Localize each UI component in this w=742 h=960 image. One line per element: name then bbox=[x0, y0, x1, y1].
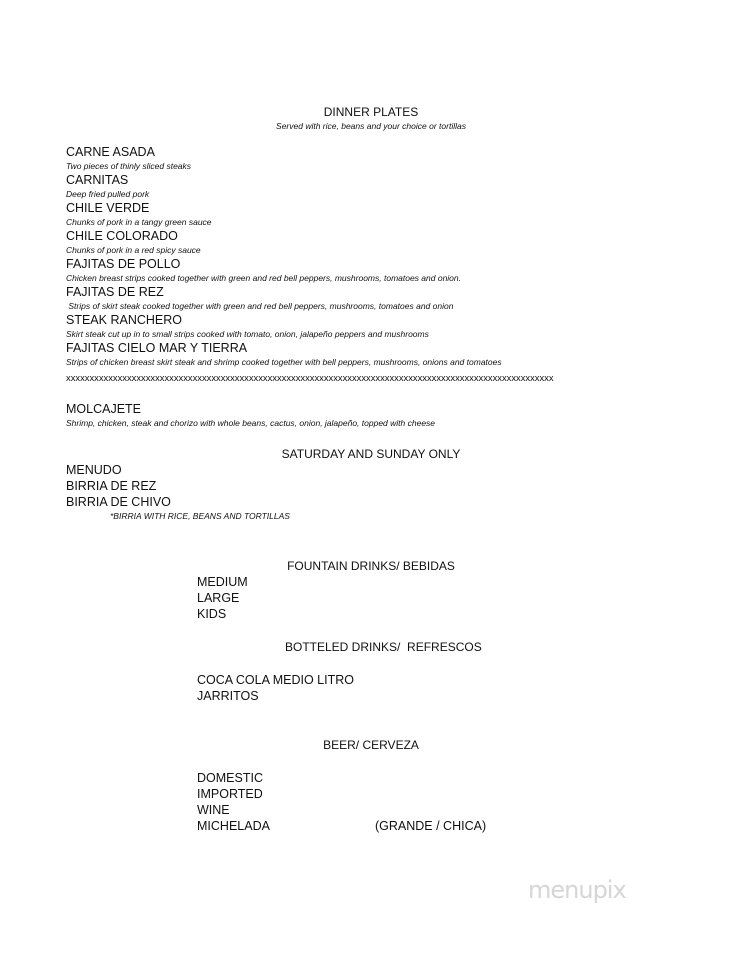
fountain-title: FOUNTAIN DRINKS/ BEBIDAS bbox=[287, 559, 455, 573]
weekend-item: BIRRIA DE REZ bbox=[66, 479, 157, 493]
weekend-title: SATURDAY AND SUNDAY ONLY bbox=[281, 447, 461, 461]
weekend-item: MENUDO bbox=[66, 463, 122, 477]
watermark-logo: menupix bbox=[528, 876, 626, 904]
menu-item-name: CHILE COLORADO bbox=[66, 229, 178, 243]
bottled-item: JARRITOS bbox=[197, 689, 259, 703]
menu-item-name: STEAK RANCHERO bbox=[66, 313, 182, 327]
menu-item-desc: Deep fried pulled pork bbox=[66, 189, 150, 199]
bottled-item: COCA COLA MEDIO LITRO bbox=[197, 673, 354, 687]
menu-item-name: FAJITAS DE POLLO bbox=[66, 257, 181, 271]
beer-title: BEER/ CERVEZA bbox=[323, 738, 419, 752]
dinner-subtitle: Served with rice, beans and your choice or tortillas bbox=[276, 121, 466, 131]
molcajete-name: MOLCAJETE bbox=[66, 402, 142, 416]
beer-item: MICHELADA bbox=[197, 819, 270, 833]
molcajete-desc: Shrimp, chicken, steak and chorizo with whole beans, cactus, onion, jalapeño, topped with cheese bbox=[66, 418, 436, 428]
menu-item-desc: Strips of chicken breast skirt steak and shrimp cooked together with bell peppers, mushrooms, onions and tomatoes bbox=[66, 357, 502, 367]
fountain-item: KIDS bbox=[197, 607, 227, 621]
menu-item-desc: Two pieces of thinly sliced steaks bbox=[66, 161, 192, 171]
menu-item-name: FAJITAS CIELO MAR Y TIERRA bbox=[66, 341, 248, 355]
bottled-title: BOTTELED DRINKS/ REFRESCOS bbox=[285, 640, 482, 654]
weekend-note: *BIRRIA WITH RICE, BEANS AND TORTILLAS bbox=[110, 511, 290, 521]
michelada-size-note: (GRANDE / CHICA) bbox=[375, 819, 487, 833]
dinner-title: DINNER PLATES bbox=[323, 105, 419, 119]
fountain-item: LARGE bbox=[197, 591, 240, 605]
beer-item: IMPORTED bbox=[197, 787, 263, 801]
menu-item-desc: Chunks of pork in a red spicy sauce bbox=[66, 245, 201, 255]
separator-line: xxxxxxxxxxxxxxxxxxxxxxxxxxxxxxxxxxxxxxxxxxxxxxxxxxxxxxxxxxxxxxxxxxxxxxxxxxxxxxxxxxxxxxxxxxxxxxxxxxxxxxxx bbox=[66, 372, 554, 383]
menu-item-desc: Strips of skirt steak cooked together with green and red bell peppers, mushrooms, tomatoes and onion bbox=[66, 301, 454, 311]
weekend-item: BIRRIA DE CHIVO bbox=[66, 495, 171, 509]
menu-item-name: CARNE ASADA bbox=[66, 145, 155, 159]
menu-item-desc: Chicken breast strips cooked together with green and red bell peppers, mushrooms, tomatoes and onion. bbox=[66, 273, 462, 283]
beer-item: DOMESTIC bbox=[197, 771, 263, 785]
menu-item-desc: Chunks of pork in a tangy green sauce bbox=[66, 217, 212, 227]
menu-item-name: CHILE VERDE bbox=[66, 201, 150, 215]
beer-item: WINE bbox=[197, 803, 230, 817]
menu-item-name: FAJITAS DE REZ bbox=[66, 285, 164, 299]
menu-item-desc: Skirt steak cut up in to small strips cooked with tomato, onion, jalapeño peppers and mushrooms bbox=[66, 329, 429, 339]
menu-item-name: CARNITAS bbox=[66, 173, 129, 187]
fountain-item: MEDIUM bbox=[197, 575, 248, 589]
